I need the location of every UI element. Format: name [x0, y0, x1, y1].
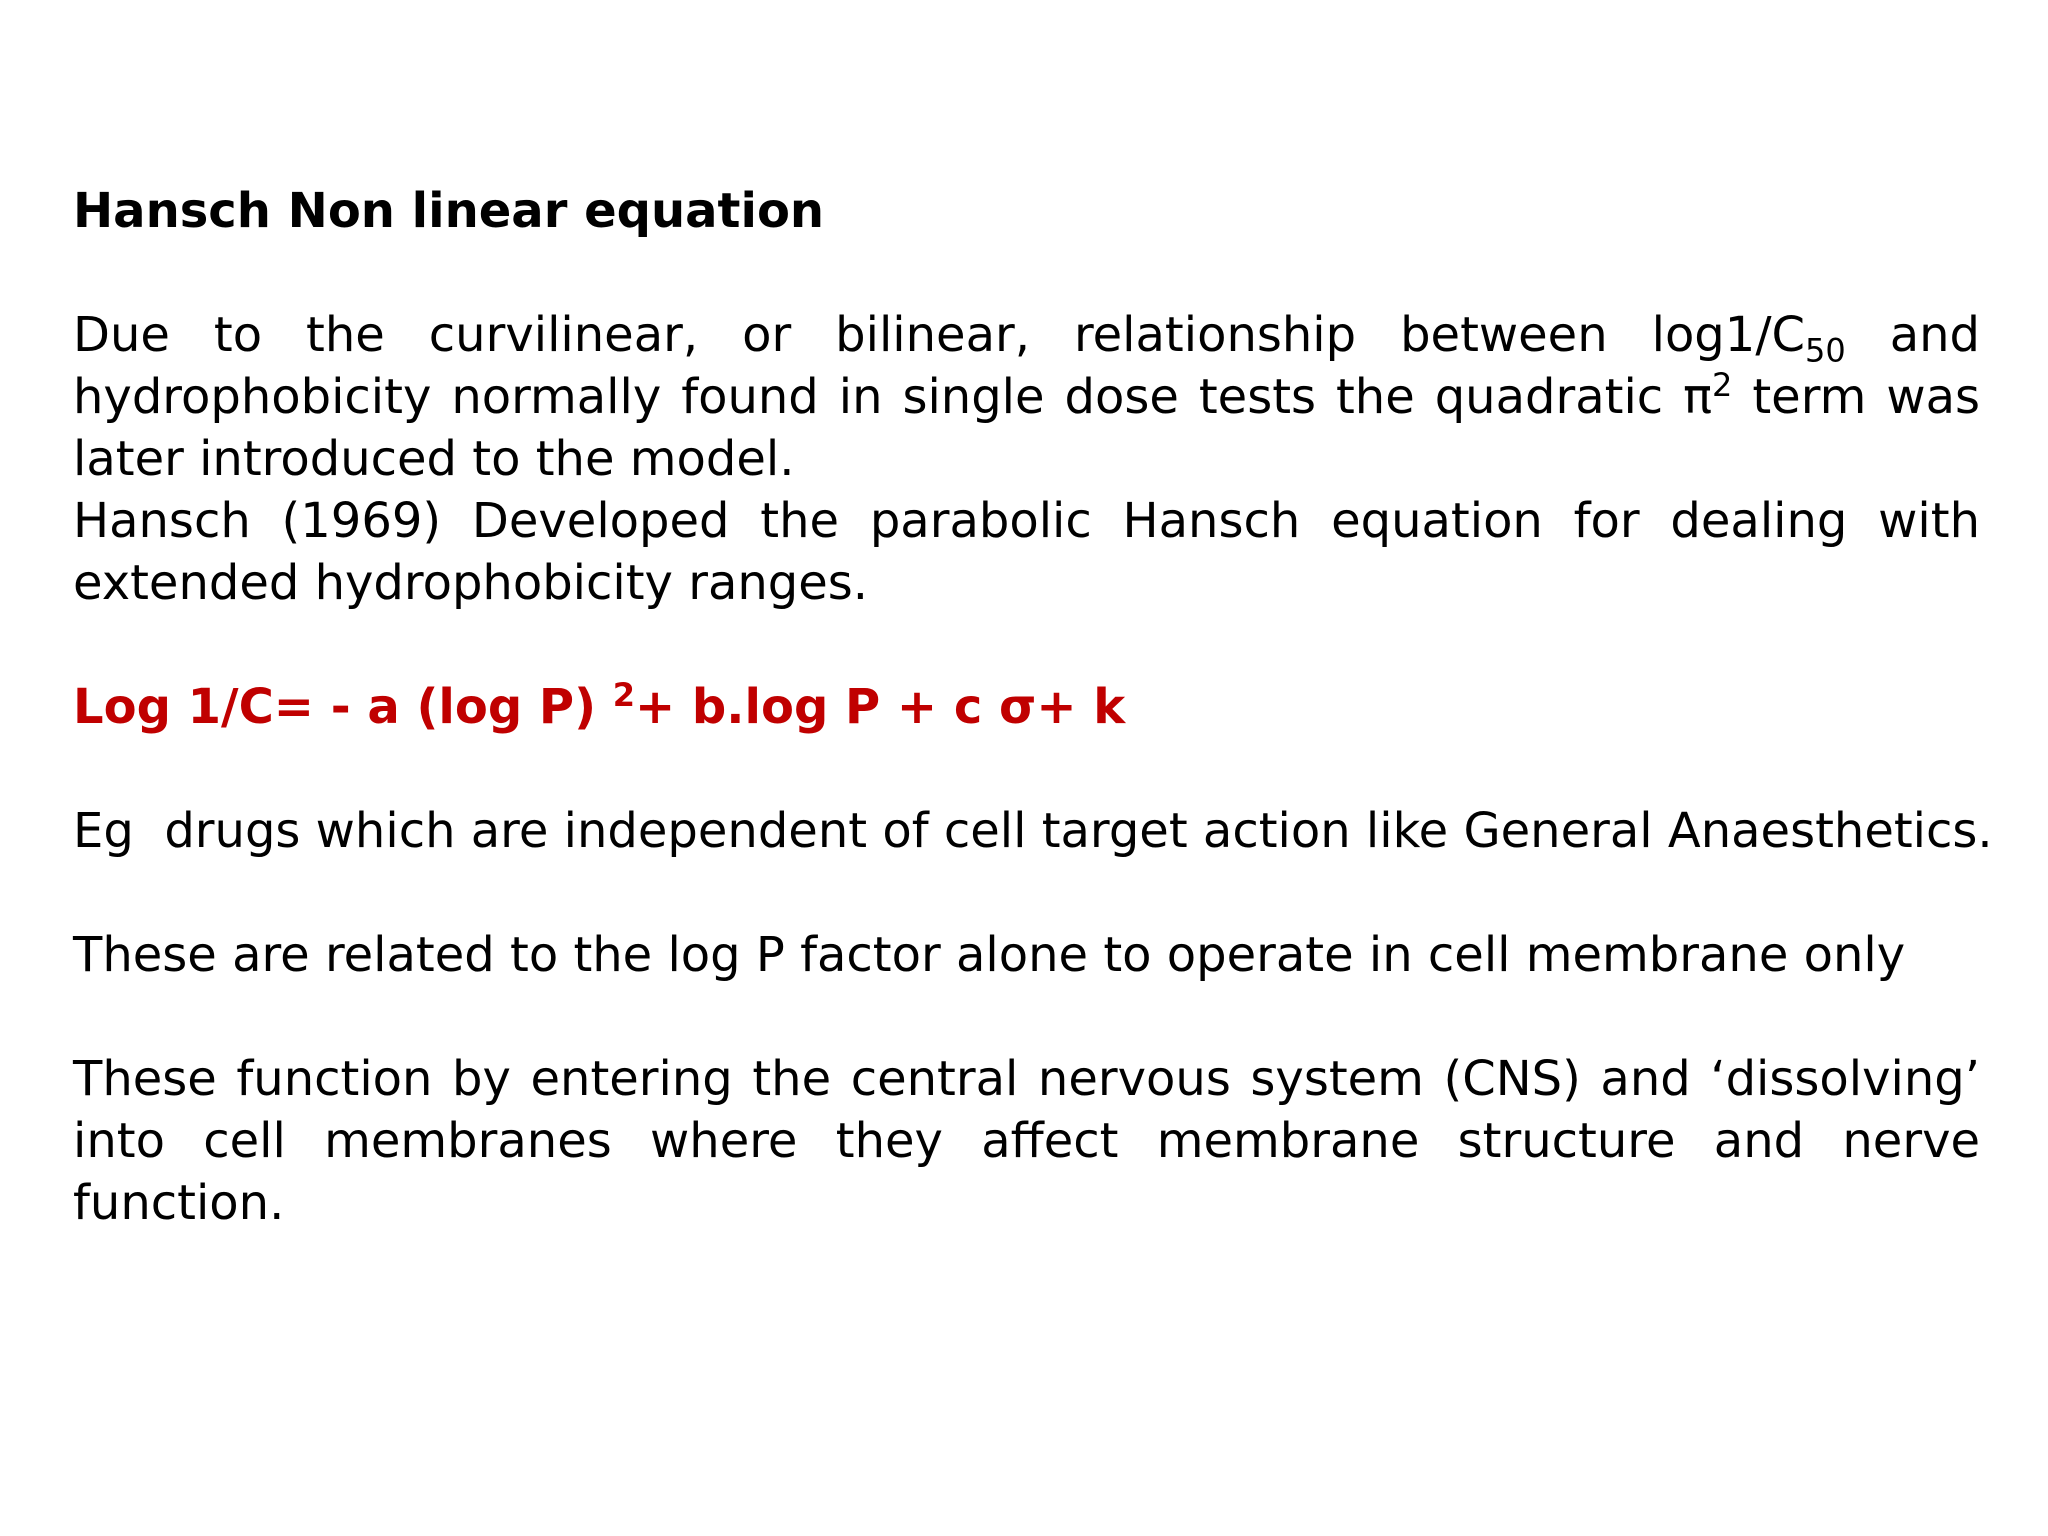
equation-superscript: 2: [612, 676, 635, 714]
paragraph-curvilinear-text-2: and hydrophobicity normally found in single dose tests the quadratic π: [73, 307, 1981, 425]
slide-title: Hansch Non linear equation: [73, 183, 825, 239]
example-line: Eg drugs which are independent of cell target action like General Anaesthetics.: [73, 803, 1993, 859]
paragraph-cns-function: These function by entering the central nervous system (CNS) and ‘dissolving’ into cell membranes where they affect membrane structure and nerve function.: [73, 1051, 1980, 1231]
equation-part-1: Log 1/C= - a (log P): [73, 679, 613, 735]
paragraph-curvilinear-text-1: Due to the curvilinear, or bilinear, relationship between log1/C: [73, 307, 1806, 363]
paragraph-hansch-1969: Hansch (1969) Developed the parabolic Hansch equation for dealing with extended hydrophobicity ranges.: [73, 493, 1980, 611]
paragraph-curvilinear-text-3: term was later introduced to the model.: [73, 369, 1980, 487]
superscript-2: 2: [1712, 366, 1733, 404]
equation-part-2: + b.log P + c σ+ k: [634, 679, 1126, 735]
subscript-50: 50: [1805, 331, 1846, 370]
hansch-equation: [73, 676, 1125, 738]
paragraph-curvilinear: [73, 304, 1980, 490]
log-p-line: These are related to the log P factor alone to operate in cell membrane only: [73, 927, 1906, 983]
slide-content: [73, 0, 1993, 1536]
